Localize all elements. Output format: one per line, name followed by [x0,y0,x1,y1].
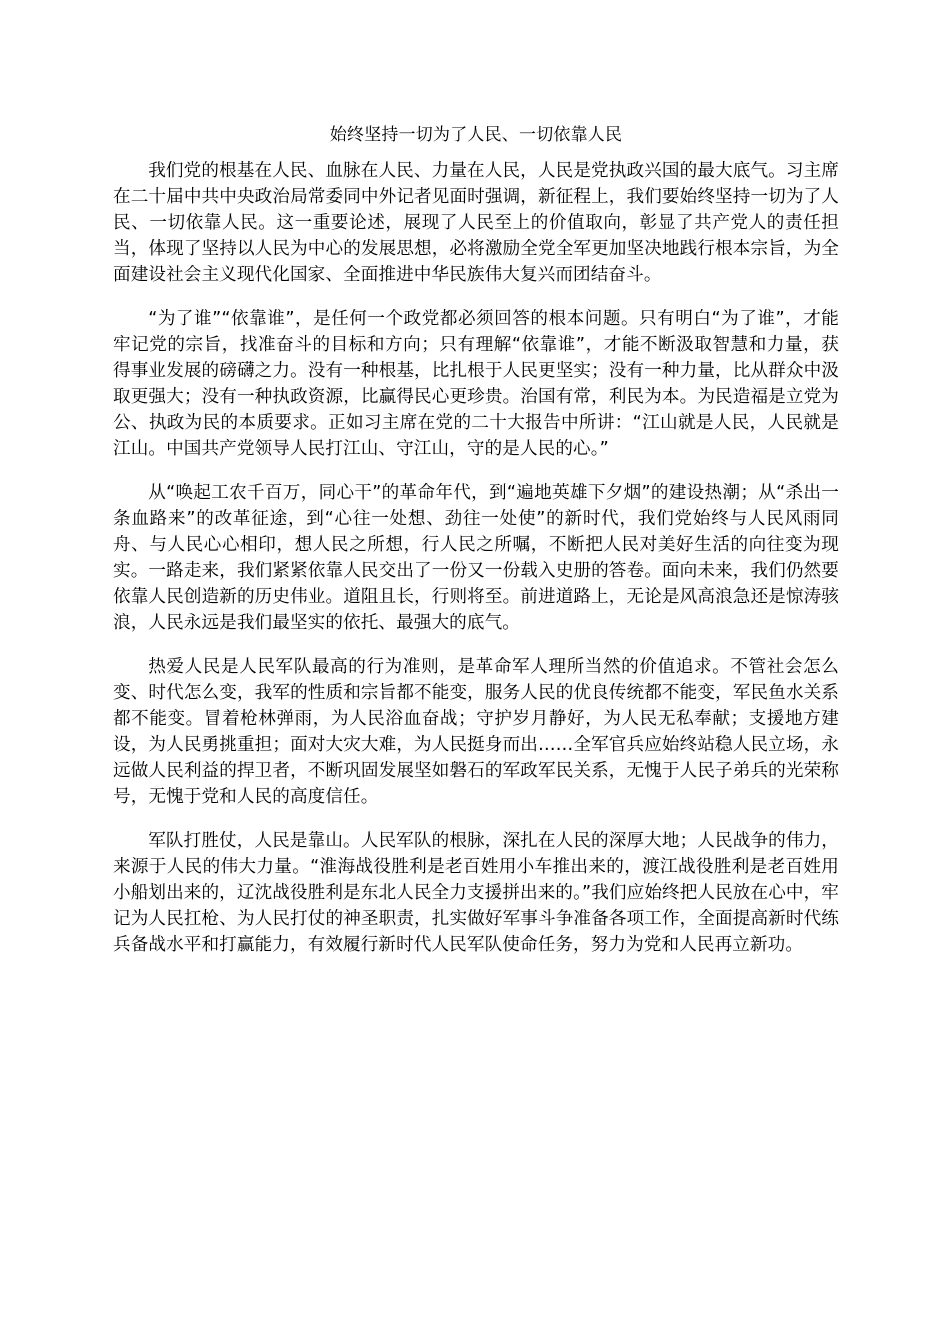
paragraph-3: 从“唤起工农千百万，同心干”的革命年代，到“遍地英雄下夕烟”的建设热潮；从“杀出一条血路来”的改革征途，到“心往一处想、劲往一处使”的新时代，我们党始终与人民风雨同舟、与人民心心相印，想人民之所想，行人民之所嘱，不断把人民对美好生活的向往变为现实。一路走来，我们紧紧依靠人民交出了一份又一份载入史册的答卷。面向未来，我们仍然要依靠人民创造新的历史伟业。道阻且长，行则将至。前进道路上，无论是风高浪急还是惊涛骇浪，人民永远是我们最坚实的依托、最强大的底气。 [113,483,839,633]
paragraph-2: “为了谁”“依靠谁”，是任何一个政党都必须回答的根本问题。只有明白“为了谁”，才能牢记党的宗旨，找准奋斗的目标和方向；只有理解“依靠谁”，才能不断汲取智慧和力量，获得事业发展的磅礴之力。没有一种根基，比扎根于人民更坚实；没有一种力量，比从群众中汲取更强大；没有一种执政资源，比赢得民心更珍贵。治国有常，利民为本。为民造福是立党为公、执政为民的本质要求。正如习主席在党的二十大报告中所讲：“江山就是人民，人民就是江山。中国共产党领导人民打江山、守江山，守的是人民的心。” [113,309,839,459]
paragraph-1: 我们党的根基在人民、血脉在人民、力量在人民，人民是党执政兴国的最大底气。习主席在二十届中共中央政治局常委同中外记者见面时强调，新征程上，我们要始终坚持一切为了人民、一切依靠人民。这一重要论述，展现了人民至上的价值取向，彰显了共产党人的责任担当，体现了坚持以人民为中心的发展思想，必将激励全党全军更加坚决地践行根本宗旨，为全面建设社会主义现代化国家、全面推进中华民族伟大复兴而团结奋斗。 [113,161,839,285]
paragraph-4: 热爱人民是人民军队最高的行为准则，是革命军人理所当然的价值追求。不管社会怎么变、时代怎么变，我军的性质和宗旨都不能变，服务人民的优良传统都不能变，军民鱼水关系都不能变。冒着枪林弹雨，为人民浴血奋战；守护岁月静好，为人民无私奉献；支援地方建设，为人民勇挑重担；面对大灾大难，为人民挺身而出……全军官兵应始终站稳人民立场，永远做人民利益的捍卫者，不断巩固发展坚如磐石的军政军民关系，无愧于人民子弟兵的光荣称号，无愧于党和人民的高度信任。 [113,657,839,807]
paragraph-5: 军队打胜仗，人民是靠山。人民军队的根脉，深扎在人民的深厚大地；人民战争的伟力，来源于人民的伟大力量。“淮海战役胜利是老百姓用小车推出来的，渡江战役胜利是老百姓用小船划出来的，辽沈战役胜利是东北人民全力支援拼出来的。”我们应始终把人民放在心中，牢记为人民扛枪、为人民打仗的神圣职责，扎实做好军事斗争准备各项工作，全面提高新时代练兵备战水平和打赢能力，有效履行新时代人民军队使命任务，努力为党和人民再立新功。 [113,831,839,955]
document-page [113,118,839,976]
document-title: 始终坚持一切为了人民、一切依靠人民 [329,125,623,145]
